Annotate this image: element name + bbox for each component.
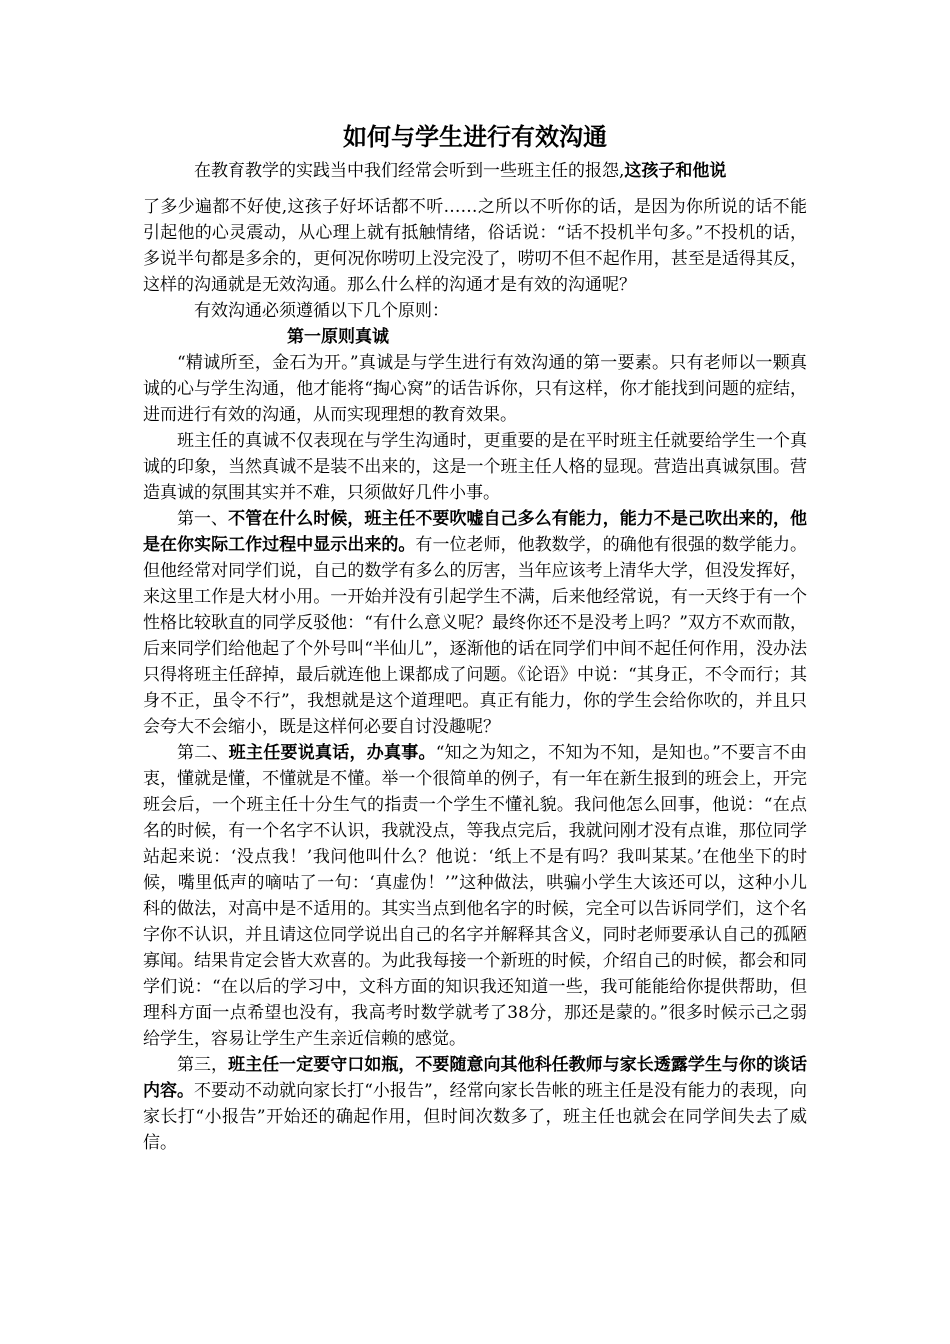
- intro-paragraph-continued: 了多少遍都不好使,这孩子好坏话都不听……之所以不听你的话，是因为你所说的话不能引起他的心灵震动，从心理上就有抵触情绪，俗话说：“话不投机半句多。”不投机的话，多说半句都是多余的，更何况你唠叨上没完没了，唠叨不但不起作用，甚至是适得其反，这样的沟通就是无效沟通。那么什么样的沟通才是有效的沟通呢？: [143, 197, 807, 295]
- point-two-lead: 第二、: [177, 743, 229, 763]
- point-one-paragraph: [143, 506, 807, 740]
- point-two-paragraph: [143, 740, 807, 1052]
- point-two-bold: 班主任要说真话，办真事。: [228, 743, 436, 763]
- point-three-lead: 第三，: [177, 1055, 229, 1075]
- intro-paragraph-line1: [143, 158, 807, 184]
- intro-text-a: 在教育教学的实践当中我们经常会听到一些班主任的报怨,: [194, 161, 625, 181]
- principles-intro: 有效沟通必须遵循以下几个原则：: [194, 301, 449, 321]
- section-heading-sincerity: 第一原则真诚: [287, 327, 389, 347]
- intro-text-bold: 这孩子和他说: [624, 161, 727, 181]
- point-one-lead: 第一、: [177, 509, 229, 529]
- point-three-text: 不要动不动就向家长打“小报告”，经常向家长告帐的班主任是没有能力的表现，向家长打“小报告”开始还的确起作用，但时间次数多了，班主任也就会在同学间失去了威信。: [143, 1081, 807, 1153]
- point-two-text: “知之为知之，不知为不知，是知也。”不要言不由衷，懂就是懂，不懂就是不懂。举一个很简单的例子，有一年在新生报到的班会上，开完班会后，一个班主任十分生气的指责一个学生不懂礼貌。我问他怎么回事，他说：“在点名的时候，有一个名字不认识，我就没点，等我点完后，我就问刚才没有点谁，那位同学站起来说：‘没点我！’我问他叫什么？他说：‘纸上不是有吗？我叫某某。’在他坐下的时候，嘴里低声的嘀咕了一句：‘真虚伪！’”这种做法，哄骗小学生大该还可以，这种小儿科的做法，对高中是不适用的。其实当点到他名字的时候，完全可以告诉同学们，这个名字你不认识，并且请这位同学说出自己的名字并解释其含义，同时老师要承认自己的孤陋寡闻。结果肯定会皆大欢喜的。为此我每接一个新班的时候，介绍自己的时候，都会和同学们说：“在以后的学习中，文科方面的知识我还知道一些，我可能能给你提供帮助，但理科方面一点希望也没有，我高考时数学就考了38分，那还是蒙的。”很多时候示己之弱给学生，容易让学生产生亲近信赖的感觉。: [143, 743, 808, 1049]
- document-title: 如何与学生进行有效沟通: [343, 122, 607, 151]
- point-one-text: 有一位老师，他教数学，的确他有很强的数学能力。但他经常对同学们说，自己的数学有多么的厉害，当年应该考上清华大学，但没发挥好，来这里工作是大材小用。一开始并没有引起学生不满，后来他经常说，有一天终于有一个性格比较耿直的同学反驳他：“有什么意义呢？最终你还不是没考上吗？”双方不欢而散，后来同学们给他起了个外号叫“半仙儿”，逐渐他的话在同学们中间不起任何作用，没办法只得将班主任辞掉，最后就连他上课都成了问题。《论语》中说：“其身正，不令而行；其身不正，虽令不行”，我想就是这个道理吧。真正有能力，你的学生会给你吹的，并且只会夸大不会缩小，既是这样何必要自讨没趣呢？: [143, 535, 807, 737]
- point-three-paragraph: [143, 1052, 807, 1156]
- document-body: [143, 158, 807, 1156]
- sincerity-paragraph: “精诚所至，金石为开。”真诚是与学生进行有效沟通的第一要素。只有老师以一颗真诚的心与学生沟通，他才能将“掏心窝”的话告诉你，只有这样，你才能找到问题的症结，进而进行有效的沟通，从而实现理想的教育效果。: [143, 353, 807, 425]
- head-teacher-sincerity-paragraph: 班主任的真诚不仅表现在与学生沟通时，更重要的是在平时班主任就要给学生一个真诚的印象，当然真诚不是装不出来的，这是一个班主任人格的显现。营造出真诚氛围。营造真诚的氛围其实并不难，只须做好几件小事。: [143, 431, 807, 503]
- point-three-bold: 班主任一定要守口如瓶，不要随意向其他科任教师与家长透露学生与你的谈话内容。: [143, 1055, 808, 1101]
- point-one-bold: 不管在什么时候，班主任不要吹嘘自己多么有能力，能力不是己吹出来的，他是在你实际工作过程中显示出来的。: [143, 509, 808, 555]
